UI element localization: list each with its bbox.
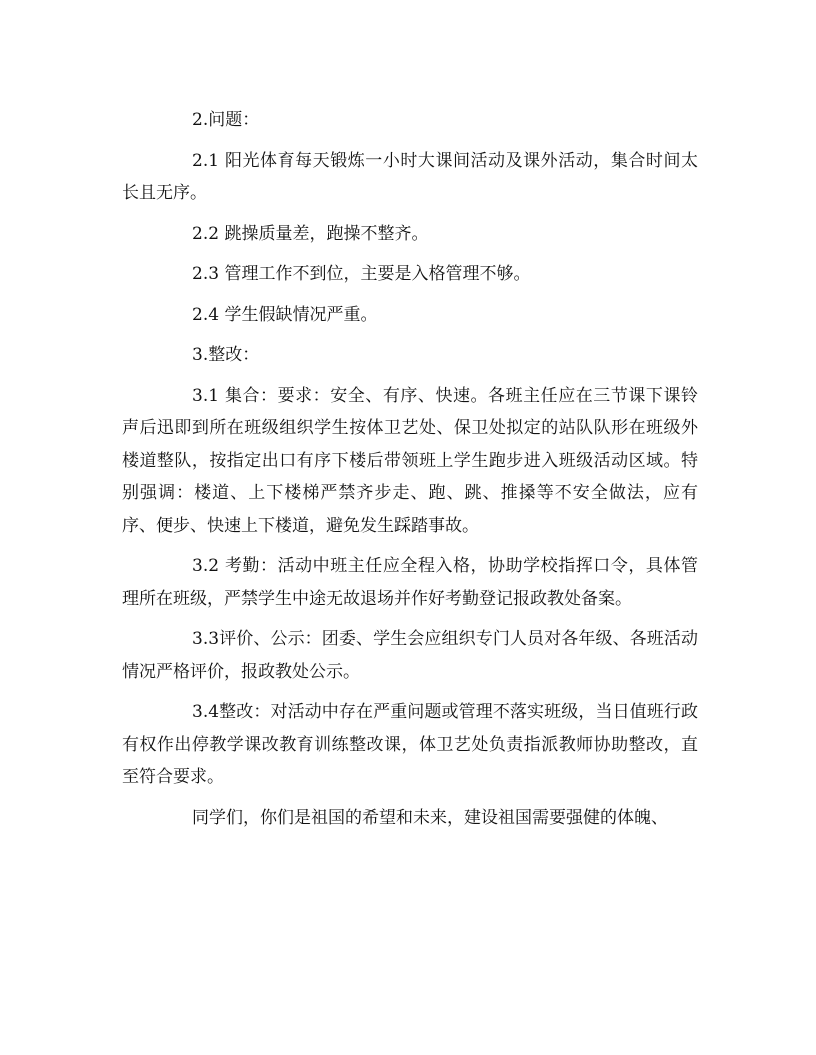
paragraph-3-2: 3.2 考勤：活动中班主任应全程入格，协助学校指挥口令，具体管理所在班级，严禁学生中途无故退场并作好考勤登记报政教处备案。	[122, 556, 698, 609]
heading-problems: 2.问题：	[192, 110, 260, 130]
paragraph-2-2: 2.2 跳操质量差，跑操不整齐。	[192, 223, 429, 244]
paragraph-3-4: 3.4整改：对活动中存在严重问题或管理不落实班级，当日值班行政有权作出停教学课改教育训练整改课，体卫艺处负责指派教师协助整改，直至符合要求。	[122, 702, 698, 787]
paragraph-3-1: 3.1 集合：要求：安全、有序、快速。各班主任应在三节课下课铃声后迅即到所在班级组织学生按体卫艺处、保卫处拟定的站队队形在班级外楼道整队，按指定出口有序下楼后带领班上学生跑步进入班级活动区域。特别强调：楼道、上下楼梯严禁齐步走、跑、跳、推搡等不安全做法，应有序、便步、快速上下楼道，避免发生踩踏事故。	[122, 385, 698, 536]
paragraph-closing: 同学们，你们是祖国的希望和未来，建设祖国需要强健的体魄、	[192, 807, 668, 828]
paragraph-2-4: 2.4 学生假缺情况严重。	[192, 304, 378, 325]
heading-rectification: 3.整改：	[192, 345, 260, 365]
paragraph-2-3: 2.3 管理工作不到位，主要是入格管理不够。	[192, 264, 531, 284]
paragraph-2-1: 2.1 阳光体育每天锻炼一小时大课间活动及课外活动，集合时间太长且无序。	[122, 150, 698, 203]
document-body	[122, 104, 698, 842]
paragraph-3-3: 3.3评价、公示：团委、学生会应组织专门人员对各年级、各班活动情况严格评价，报政教处公示。	[122, 629, 698, 682]
